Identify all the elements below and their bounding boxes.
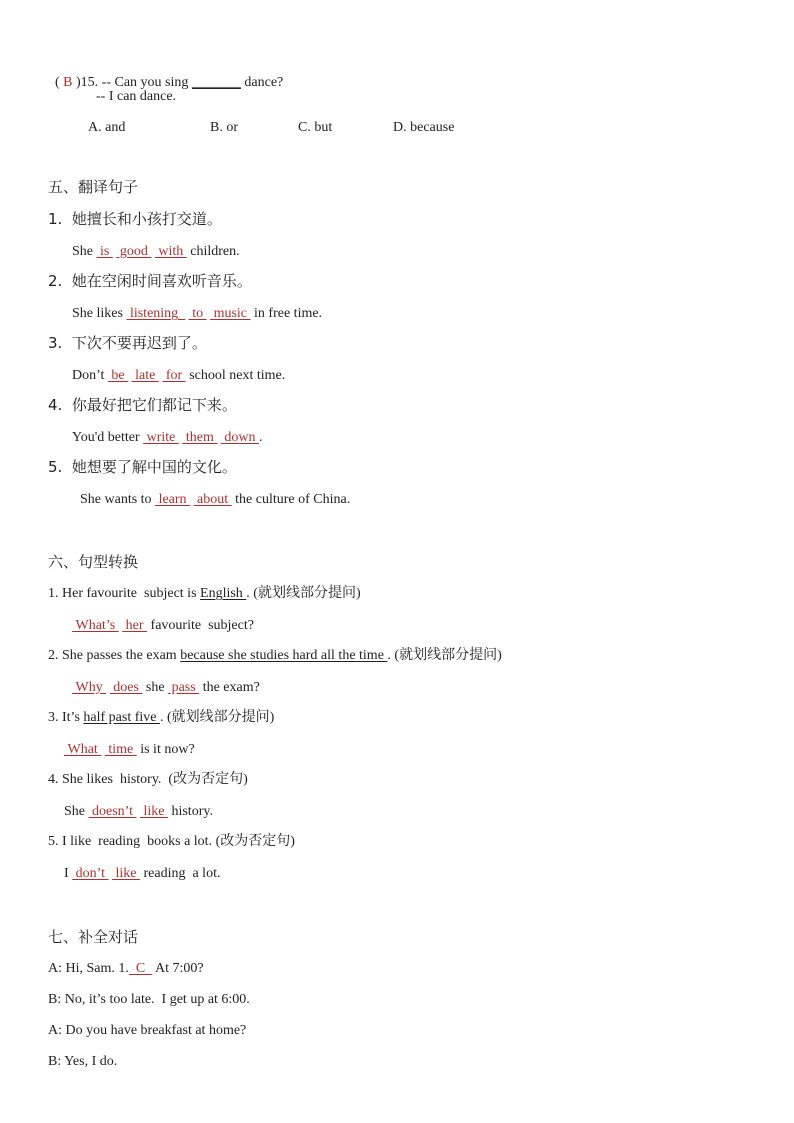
text-segment: 5. I like reading books a lot. (改为否定句) (48, 834, 295, 849)
text-segment: You'd better (72, 430, 144, 445)
transform-answer (72, 617, 254, 635)
text-segment: . (就划线部分提问) (387, 648, 502, 663)
text-segment: I (64, 866, 73, 881)
transform-question (48, 585, 361, 603)
q15-option-b: B. or (210, 120, 238, 135)
transform-answer (64, 865, 220, 883)
text-segment: 1. Her favourite subject is (48, 586, 201, 601)
translate-prompt: 4. 你最好把它们都记下来。 (48, 396, 237, 414)
q15-reply: -- I can dance. (96, 89, 177, 104)
text-segment: A: Do you have breakfast at home? (48, 1023, 247, 1038)
text-segment: favourite subject? (147, 618, 254, 633)
q15-stem: )15. -- Can you sing (72, 75, 192, 90)
answer-blank: for (162, 368, 186, 383)
translate-answer (72, 429, 263, 447)
text-segment: . (就划线部分提问) (159, 710, 275, 725)
underlined-phrase: because she studies hard all the time (180, 648, 388, 663)
text-segment: She wants to (80, 492, 156, 507)
answer-blank: What (64, 742, 102, 757)
text-segment: the culture of China. (231, 492, 351, 507)
answer-blank: Why (72, 680, 107, 695)
answer-blank: music (210, 306, 251, 321)
translate-prompt: 5. 她想要了解中国的文化。 (48, 458, 237, 476)
text-segment: B: No, it’s too late. I get up at 6:00. (48, 992, 250, 1007)
text-segment: the exam? (199, 680, 260, 695)
text-segment: 3. It’s (48, 710, 84, 725)
text-segment: 4. She likes history. (改为否定句) (48, 772, 248, 787)
underlined-phrase: English (200, 586, 247, 601)
text-segment: is it now? (136, 742, 195, 757)
translate-answer (72, 243, 240, 261)
text-segment: 2. She passes the exam (48, 648, 181, 663)
text-segment: She (72, 244, 97, 259)
answer-blank: pass (168, 680, 200, 695)
answer-blank: What’s (72, 618, 119, 633)
text-segment: . (259, 430, 263, 445)
text-segment: B: Yes, I do. (48, 1054, 118, 1069)
dialogue-line (48, 991, 250, 1009)
text-segment: school next time. (185, 368, 286, 383)
translate-answer (72, 367, 285, 385)
section5-title: 五、翻译句子 (48, 178, 139, 196)
text-segment: history. (167, 804, 213, 819)
answer-blank: like (111, 866, 140, 881)
answer-blank: them (182, 430, 218, 445)
translate-answer (72, 305, 322, 323)
answer-blank: with (154, 244, 187, 259)
text-segment: in free time. (250, 306, 323, 321)
underlined-phrase: half past five (83, 710, 160, 725)
q15-tail: dance? (240, 75, 284, 90)
q15-blank: _______ (191, 75, 241, 90)
translate-prompt: 3. 下次不要再迟到了。 (48, 334, 207, 352)
answer-blank: does (109, 680, 143, 695)
answer-blank: about (193, 492, 232, 507)
dialogue-line (48, 1022, 246, 1040)
translate-prompt: 2. 她在空闲时间喜欢听音乐。 (48, 272, 252, 290)
answer-blank: late (131, 368, 159, 383)
answer-blank: to (188, 306, 207, 321)
transform-question (48, 709, 274, 727)
transform-question (48, 833, 295, 851)
section6-title: 六、句型转换 (48, 553, 139, 571)
answer-blank: listening (126, 306, 186, 321)
q15-option-d: D. because (393, 120, 455, 135)
translate-prompt: 1. 她擅长和小孩打交道。 (48, 210, 222, 228)
transform-question (48, 647, 502, 665)
transform-answer (64, 741, 195, 759)
answer-blank: good (116, 244, 152, 259)
answer-blank: don’t (72, 866, 109, 881)
answer-blank: time (104, 742, 137, 757)
text-segment: she (142, 680, 169, 695)
q15-answer: B (63, 75, 73, 90)
text-segment: She (64, 804, 89, 819)
text-segment: children. (186, 244, 240, 259)
translate-answer (80, 491, 350, 509)
answer-blank: is (96, 244, 113, 259)
text-segment: A: Hi, Sam. 1. (48, 961, 129, 976)
text-segment: Don’t (72, 368, 108, 383)
text-segment: At 7:00? (152, 961, 204, 976)
transform-answer (64, 803, 213, 821)
q15-option-a: A. and (88, 120, 126, 135)
text-segment: She likes (72, 306, 127, 321)
dialogue-line (48, 960, 204, 978)
answer-blank: down (220, 430, 259, 445)
section7-title: 七、补全对话 (48, 928, 139, 946)
answer-blank: write (143, 430, 179, 445)
dialogue-line (48, 1053, 117, 1071)
text-segment: reading a lot. (139, 866, 221, 881)
answer-blank: C (128, 961, 153, 976)
text-segment: . (就划线部分提问) (246, 586, 361, 601)
q15-option-c: C. but (298, 120, 333, 135)
transform-question (48, 771, 248, 789)
answer-blank: like (139, 804, 168, 819)
answer-blank: her (122, 618, 148, 633)
answer-blank: be (107, 368, 129, 383)
answer-blank: learn (155, 492, 191, 507)
transform-answer (72, 679, 260, 697)
q15-open: ( (55, 75, 64, 90)
answer-blank: doesn’t (88, 804, 137, 819)
q15-line (48, 56, 283, 92)
